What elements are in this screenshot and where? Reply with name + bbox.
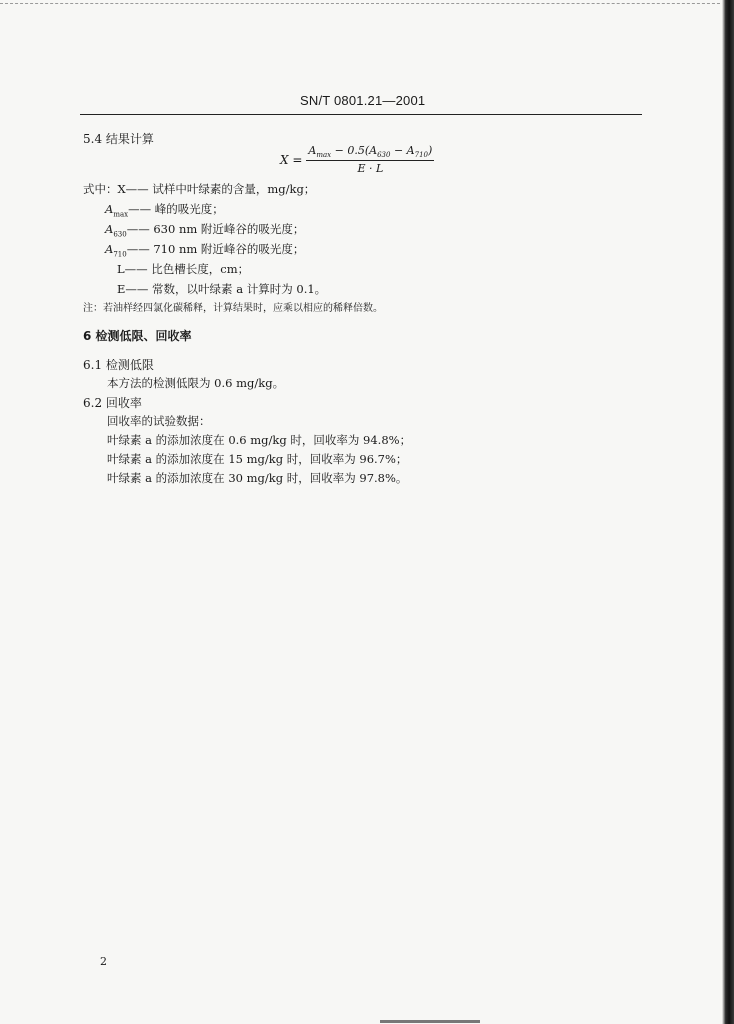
page-number: 2 [100,955,107,968]
definition-l: L—— 比色槽长度，cm； [117,262,250,276]
section-6-title: 6 检测低限、回收率 [83,329,192,343]
formula-numerator: $A_{max} - 0.5(A_{630} - A_{710})$ [308,144,433,160]
definition-amax: $A_{max}——$ 峰的吸光度； [105,202,224,219]
scan-edge-top [0,3,730,4]
definition-a630: $A_{630}——$ 630 nm 附近峰谷的吸光度； [105,222,305,239]
section-6-2-title: 6.2 回收率 [83,396,142,410]
formula-lhs: X = [280,152,303,167]
recovery-line-2: 叶绿素 a 的添加浓度在 15 mg/kg 时，回收率为 96.7%； [107,452,408,466]
section-6-1-text: 本方法的检测低限为 0.6 mg/kg。 [107,376,285,390]
dilution-note: 注：若油样经四氯化碳稀释，计算结果时，应乘以相应的稀释倍数。 [83,303,383,314]
definition-e: E—— 常数，以叶绿素 a 计算时为 0.1。 [117,282,327,296]
scan-edge-right [722,0,734,1024]
standard-code-header: SN/T 0801.21—2001 [300,93,426,108]
scan-edge-bottom [380,1020,480,1023]
header-rule [80,114,642,115]
formula-fraction [306,144,434,175]
definition-a710: $A_{710}——$ 710 nm 附近峰谷的吸光度； [105,242,305,259]
section-6-1-title: 6.1 检测低限 [83,358,154,372]
section-5-4-title: 5.4 结果计算 [83,132,154,146]
recovery-line-1: 叶绿素 a 的添加浓度在 0.6 mg/kg 时，回收率为 94.8%； [107,433,412,447]
recovery-line-3: 叶绿素 a 的添加浓度在 30 mg/kg 时，回收率为 97.8%。 [107,471,408,485]
result-formula [280,144,434,175]
formula-denominator: E · L [357,162,384,176]
section-6-2-intro: 回收率的试验数据： [107,414,211,428]
definition-x: 式中：X—— 试样中叶绿素的含量，mg/kg； [83,182,316,196]
